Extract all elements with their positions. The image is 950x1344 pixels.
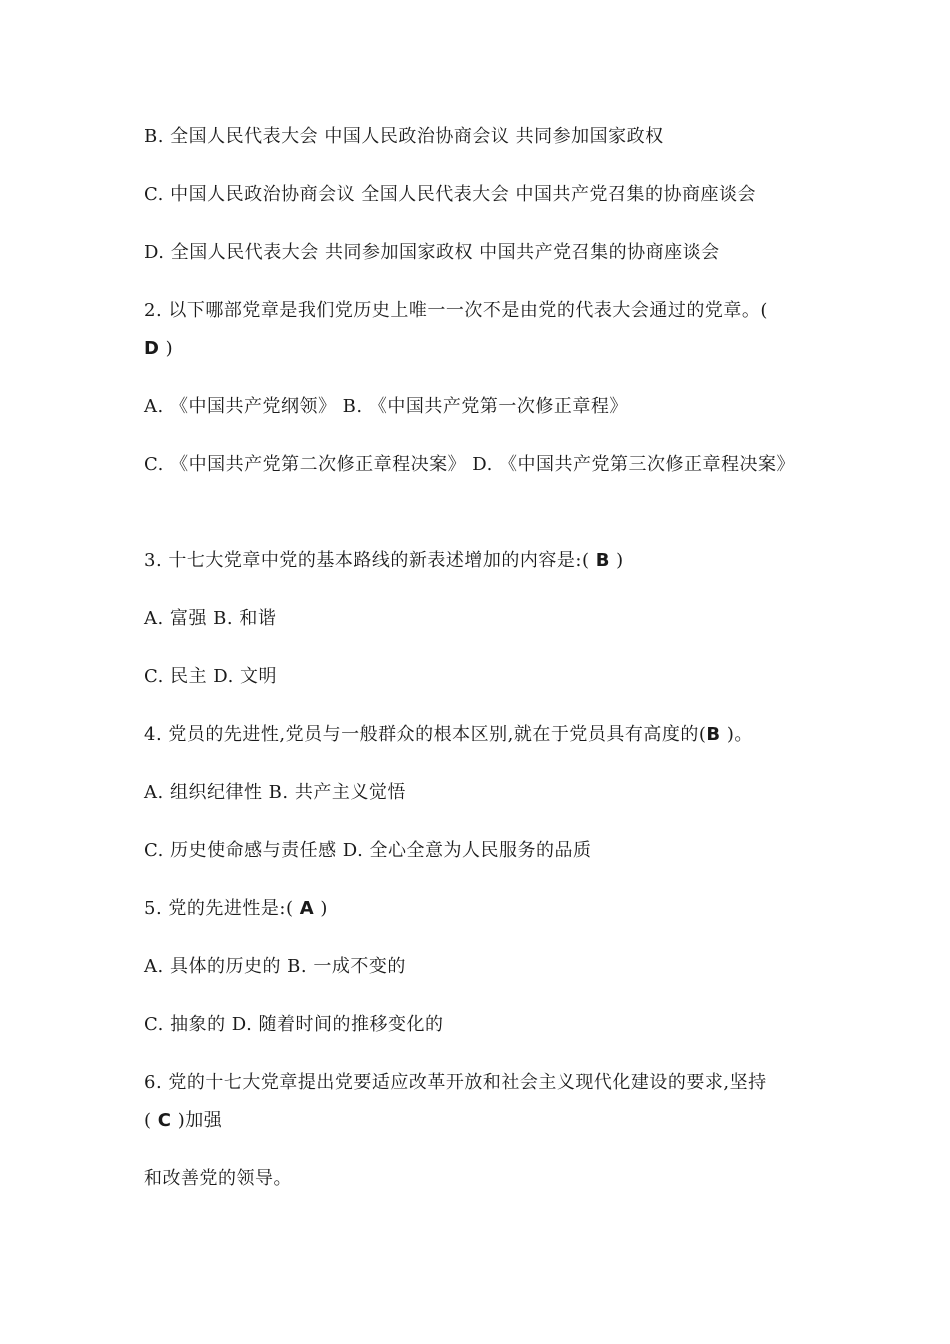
question-3-answer: B: [595, 550, 610, 571]
question-6-answer: C: [157, 1110, 172, 1131]
question-4-answer: B: [706, 724, 721, 745]
question-1-option-b: B. 全国人民代表大会 中国人民政治协商会议 共同参加国家政权: [144, 126, 664, 147]
question-6: 6. 党的十七大党章提出党要适应改革开放和社会主义现代化建设的要求,坚持 ( C )加强: [144, 1072, 767, 1131]
question-6-continuation: 和改善党的领导。: [144, 1168, 292, 1189]
question-3-options-cd: C. 民主 D. 文明: [144, 666, 278, 687]
question-5: 5. 党的先进性是:( A ): [144, 898, 328, 919]
question-3: 3. 十七大党章中党的基本路线的新表述增加的内容是:( B ): [144, 550, 624, 571]
question-4: 4. 党员的先进性,党员与一般群众的根本区别,就在于党员具有高度的(B )。: [144, 724, 753, 745]
question-5-answer: A: [299, 898, 315, 919]
question-3-options-ab: A. 富强 B. 和谐: [144, 608, 277, 629]
question-2-options-ab: A. 《中国共产党纲领》 B. 《中国共产党第一次修正章程》: [144, 396, 628, 417]
question-1-option-c: C. 中国人民政治协商会议 全国人民代表大会 中国共产党召集的协商座谈会: [144, 184, 757, 205]
question-2-answer: D: [144, 338, 160, 359]
question-4-options-cd: C. 历史使命感与责任感 D. 全心全意为人民服务的品质: [144, 840, 592, 861]
question-2: 2. 以下哪部党章是我们党历史上唯一一次不是由党的代表大会通过的党章。( D ): [144, 300, 768, 359]
question-5-options-ab: A. 具体的历史的 B. 一成不变的: [144, 956, 406, 977]
question-5-options-cd: C. 抽象的 D. 随着时间的推移变化的: [144, 1014, 444, 1035]
question-1-option-d: D. 全国人民代表大会 共同参加国家政权 中国共产党召集的协商座谈会: [144, 242, 720, 263]
question-2-options-cd: C. 《中国共产党第二次修正章程决案》 D. 《中国共产党第三次修正章程决案》: [144, 454, 796, 475]
question-4-options-ab: A. 组织纪律性 B. 共产主义觉悟: [144, 782, 406, 803]
